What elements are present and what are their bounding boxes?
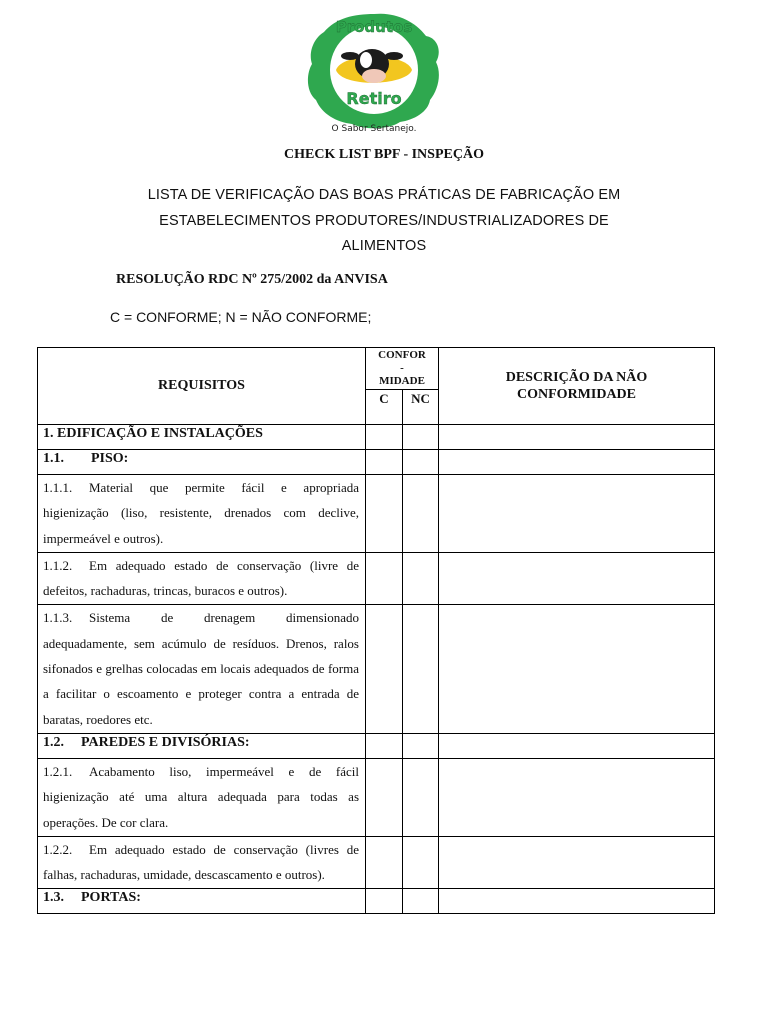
header-descricao: DESCRIÇÃO DA NÃO CONFORMIDADE: [439, 348, 715, 425]
item-text: Sistema de drenagem dimensionado adequadamente, sem acúmulo de resíduos. Drenos, ralos sifonados e grelhas colocadas em locais adequados de forma a facilitar o escoamento e proteger contra a entrada de baratas, roedores etc.: [43, 610, 359, 727]
c-checkbox-cell[interactable]: [366, 889, 403, 914]
description-input-cell[interactable]: [439, 605, 715, 733]
requirement-cell: [38, 605, 366, 733]
logo-top-text: Produtos: [335, 18, 413, 36]
section-title: PORTAS:: [81, 890, 141, 906]
section-title: PAREDES E DIVISÓRIAS:: [81, 734, 250, 750]
section-title: 1. EDIFICAÇÃO E INSTALAÇÕES: [43, 426, 263, 441]
header-c: C: [366, 390, 403, 425]
subtitle-line: LISTA DE VERIFICAÇÃO DAS BOAS PRÁTICAS DE FABRICAÇÃO EM: [147, 187, 621, 203]
section-row: [38, 889, 715, 914]
item-number: 1.1.2.: [43, 557, 73, 573]
c-checkbox-cell[interactable]: [366, 425, 403, 450]
c-checkbox-cell[interactable]: [366, 605, 403, 733]
document-title: CHECK LIST BPF - INSPEÇÃO: [284, 147, 484, 162]
subtitle-line: ESTABELECIMENTOS PRODUTORES/INDUSTRIALIZADORES DE: [159, 212, 609, 229]
section-row: [38, 425, 715, 450]
c-checkbox-cell[interactable]: [366, 450, 403, 475]
requirement-row: [38, 605, 715, 733]
item-number: 1.1.1.: [43, 480, 73, 495]
subtitle-line: ALIMENTOS: [341, 238, 427, 254]
section-row: [38, 733, 715, 758]
c-checkbox-cell[interactable]: [366, 475, 403, 553]
nc-checkbox-cell[interactable]: [403, 889, 439, 914]
nc-checkbox-cell[interactable]: [403, 450, 439, 475]
item-text: Em adequado estado de conservação (livres de falhas, rachaduras, umidade, descascamento e outros).: [43, 841, 359, 883]
item-number: 1.2.2.: [43, 841, 73, 857]
document-subtitle: [0, 183, 768, 260]
requirement-cell: [38, 552, 366, 605]
section-title: PISO:: [91, 451, 129, 466]
description-input-cell[interactable]: [439, 758, 715, 836]
description-input-cell[interactable]: [439, 450, 715, 475]
legend-text: C = CONFORME; N = NÃO CONFORME;: [110, 309, 372, 325]
requirement-cell: [38, 836, 366, 889]
requirement-cell: [38, 889, 366, 914]
description-input-cell[interactable]: [439, 475, 715, 553]
requirement-cell: [38, 733, 366, 758]
nc-checkbox-cell[interactable]: [403, 605, 439, 733]
item-text: Em adequado estado de conservação (livre de defeitos, rachaduras, trincas, buracos e outros).: [43, 557, 359, 599]
description-input-cell[interactable]: [439, 425, 715, 450]
description-input-cell[interactable]: [439, 552, 715, 605]
nc-checkbox-cell[interactable]: [403, 475, 439, 553]
c-checkbox-cell[interactable]: [366, 758, 403, 836]
header-requisitos: REQUISITOS: [38, 348, 366, 425]
section-number: 1.1.: [43, 451, 64, 466]
requirement-cell: [38, 758, 366, 836]
c-checkbox-cell[interactable]: [366, 733, 403, 758]
requirement-cell: [38, 475, 366, 553]
item-number: 1.2.1.: [43, 763, 73, 779]
requirement-row: [38, 552, 715, 605]
c-checkbox-cell[interactable]: [366, 552, 403, 605]
nc-checkbox-cell[interactable]: [403, 552, 439, 605]
resolution-reference: RESOLUÇÃO RDC Nº 275/2002 da ANVISA: [116, 272, 388, 287]
checklist-table: [37, 347, 715, 914]
nc-checkbox-cell[interactable]: [403, 758, 439, 836]
description-input-cell[interactable]: [439, 733, 715, 758]
header-conformidade: CONFOR - MIDADE: [366, 348, 439, 390]
item-text: Acabamento liso, impermeável e de fácil higienização até uma altura adequada para todas as operações. De cor clara.: [43, 763, 359, 830]
nc-checkbox-cell[interactable]: [403, 733, 439, 758]
nc-checkbox-cell[interactable]: [403, 425, 439, 450]
requirement-cell: [38, 425, 366, 450]
c-checkbox-cell[interactable]: [366, 836, 403, 889]
section-number: 1.3.: [43, 890, 64, 906]
requirement-cell: [38, 450, 366, 475]
description-input-cell[interactable]: [439, 836, 715, 889]
produtos-retiro-logo: [302, 8, 446, 138]
nc-checkbox-cell[interactable]: [403, 836, 439, 889]
requirement-row: [38, 475, 715, 553]
requirement-row: [38, 836, 715, 889]
section-row: [38, 450, 715, 475]
description-input-cell[interactable]: [439, 889, 715, 914]
logo-bottom-text: Retiro: [346, 89, 402, 108]
section-number: 1.2.: [43, 734, 64, 750]
logo-tagline: O Sabor Sertanejo.: [331, 124, 417, 134]
requirement-row: [38, 758, 715, 836]
header-nc: NC: [403, 390, 439, 425]
item-number: 1.1.3.: [43, 610, 73, 626]
item-text: Material que permite fácil e apropriada higienização (liso, resistente, drenados com declive, impermeável e outros).: [43, 480, 359, 546]
